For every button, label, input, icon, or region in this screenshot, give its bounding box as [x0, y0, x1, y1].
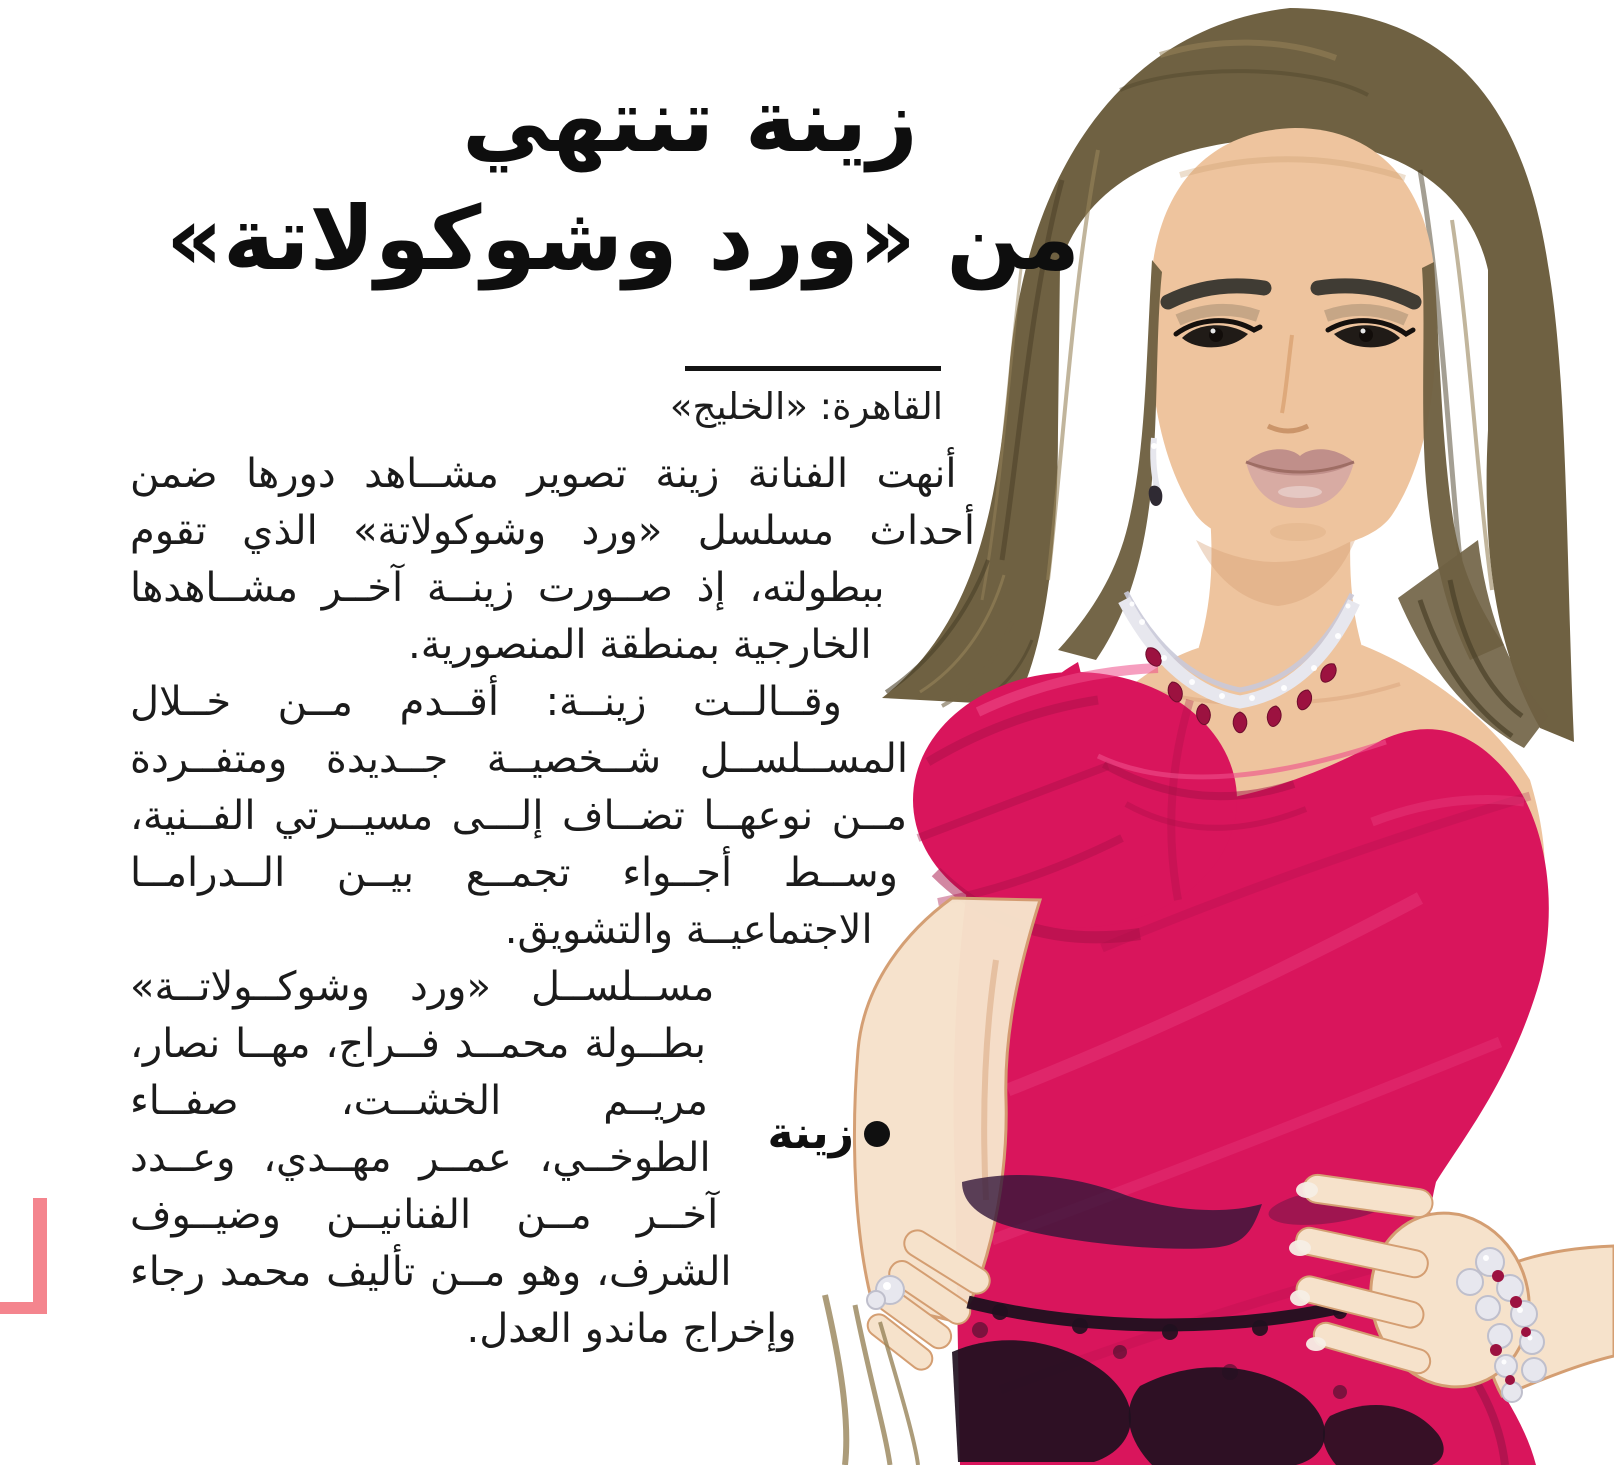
- byline: القاهرة: «الخليج»: [669, 385, 943, 428]
- caption-label: زينة: [767, 1108, 854, 1159]
- paragraph: وقــالــت زينــة: أقــدم مــن خــلال المســلســل شــخصيــة جــديدة ومتفــردة مــن نوعهــا تضــاف إلـــى مسيــرتي الفــنية، وســط أجــواء تجمــع بيــن الــدرامــا الاجتماعيــة والتشويق.: [130, 679, 908, 953]
- headline: [166, 62, 1080, 298]
- headline-line-2: من «ورد وشوكولاتة»: [166, 187, 1080, 290]
- byline-divider: [685, 366, 941, 371]
- face: [1150, 128, 1437, 550]
- headline-line-1: زينة تنتهي: [462, 69, 918, 172]
- photo-caption: [768, 1108, 891, 1159]
- caption-bullet-icon: [864, 1121, 890, 1147]
- paragraph: مســلســل «ورد وشوكــولاتــة» بطــولة محمــد فــراج، مهــا نصار، مريــم الخشــت، صفــاء الطوخــي، عمــر مهــدي، وعــدد آخــر مــن الفنانيــن وضيــوف الشرف، وهو مــن تأليف محمد رجاء وإخراج ماندو العدل.: [130, 964, 797, 1352]
- paragraph: أنهت الفنانة زينة تصوير مشــاهد دورها ضمن أحداث مسلسل «ورد وشوكولاتة» الذي تقوم ببطولته، إذ صــورت زينــة آخــر مشــاهدها الخارجية بمنطقة المنصورية.: [130, 451, 975, 668]
- corner-mark: [0, 1198, 47, 1314]
- article-body: [130, 446, 1070, 1465]
